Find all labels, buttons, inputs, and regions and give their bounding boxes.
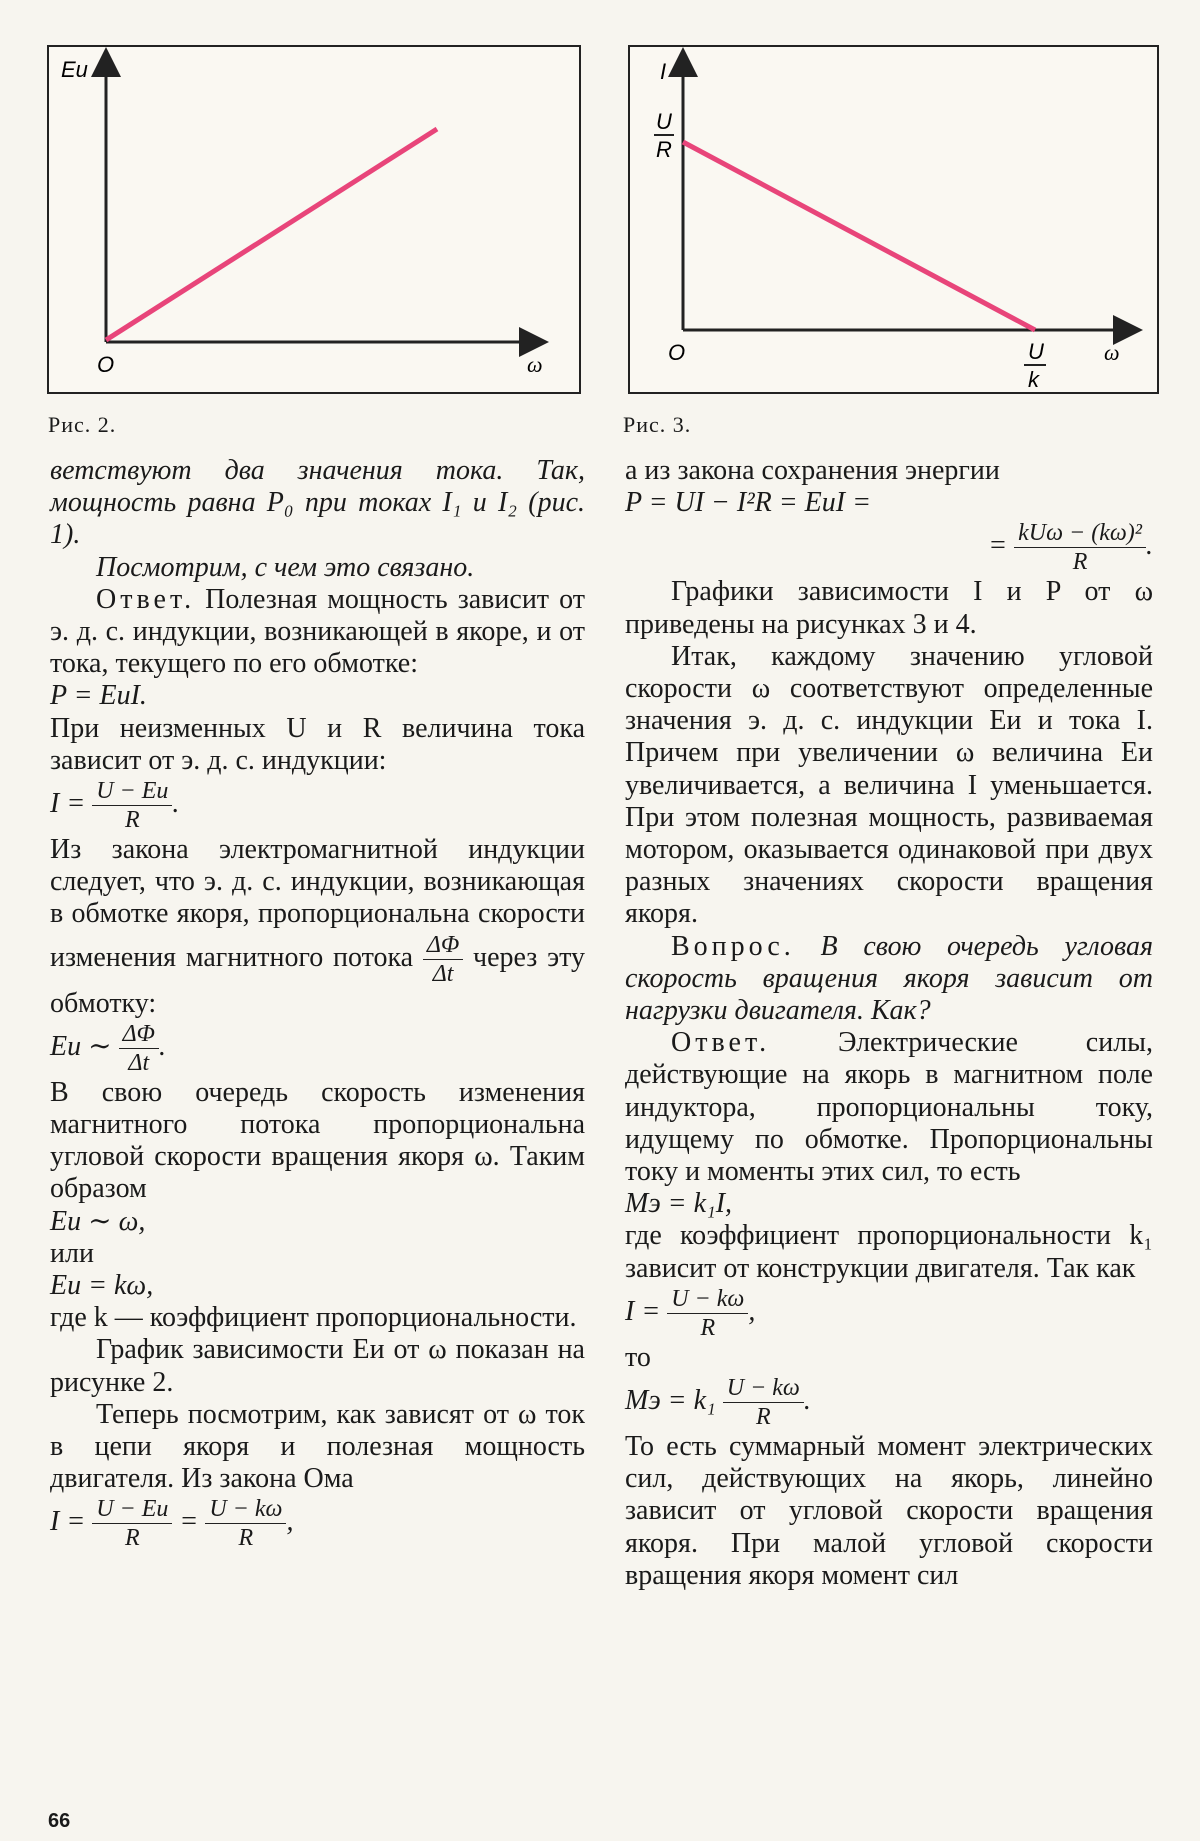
fraction-denominator: R	[124, 1525, 140, 1552]
fraction-numerator: U − kω	[667, 1285, 748, 1314]
paragraph: В свою очередь скорость изменения магнитного потока пропорциональна угловой скорости вращения якоря ω. Таким образом	[50, 1076, 585, 1205]
paragraph	[50, 834, 585, 1020]
x-intercept-numerator: U	[1028, 339, 1044, 364]
x-axis-label: ω	[1104, 340, 1120, 365]
x-axis-label: ω	[527, 352, 543, 377]
fraction-denominator: Δt	[432, 960, 454, 987]
paragraph-text: Электрические силы, действующие на якорь в магнитном поле индуктора, пропорциональны току, идущему по обмотке. Пропорциональны току и моменты этих сил, то есть	[625, 1027, 1153, 1188]
left-column	[50, 455, 585, 1552]
equation: Mэ = k₁I,	[625, 1188, 733, 1220]
emf-line	[106, 129, 437, 340]
equals-sign: =	[179, 1506, 199, 1538]
equation: Eи = kω,	[50, 1270, 154, 1302]
equation-tail: ,	[748, 1295, 756, 1327]
paragraph: где коэффициент пропорциональности k₁ зависит от конструкции двигателя. Так как	[625, 1220, 1153, 1284]
page-number: 66	[48, 1810, 71, 1832]
fraction-denominator: Δt	[128, 1049, 150, 1076]
fraction-numerator: kUω − (kω)²	[1014, 519, 1146, 548]
fraction-denominator: R	[124, 807, 140, 834]
fraction	[1014, 519, 1146, 576]
equation-lhs: Eи ∼	[50, 1030, 112, 1062]
paragraph: где k — коэффициент пропорциональности.	[50, 1302, 577, 1334]
figure-3-plot	[630, 47, 1157, 392]
paragraph: Итак, каждому значению угловой скорости ω соответствуют определенные значения э. д. с. индукции Eи и тока I. Причем при увеличении ω величина Eи увеличивается, а величина I уменьшается. При этом полезная мощность, развиваемая мотором, оказывается одинаковой при двух разных значениях скорости вращения якоря.	[625, 640, 1153, 930]
fraction-denominator: R	[700, 1314, 716, 1341]
equation	[50, 1495, 585, 1552]
fraction	[92, 1495, 172, 1552]
fraction-numerator: U − Eи	[92, 777, 172, 806]
fraction	[723, 1374, 804, 1431]
equation-lhs: =	[988, 530, 1008, 562]
paragraph-text: через эту обмотку:	[50, 941, 586, 1019]
equation-lhs: I =	[50, 787, 86, 819]
paragraph: то	[625, 1341, 651, 1373]
answer-label: Ответ.	[96, 583, 196, 615]
fraction-numerator: U − kω	[205, 1495, 286, 1524]
paragraph-text: В свою очередь угловая скорость вращения якоря зависит от нагрузки двигателя. Как?	[625, 930, 1153, 1027]
figure-2-plot	[49, 47, 579, 392]
fraction-numerator: ΔΦ	[423, 931, 463, 960]
paragraph	[625, 931, 1153, 1028]
y-axis-label: I	[660, 59, 667, 84]
figure-2-caption: Рис. 2.	[48, 412, 117, 437]
fraction-numerator: ΔΦ	[119, 1020, 159, 1049]
x-intercept-denominator: k	[1028, 367, 1039, 392]
equation-tail: .	[803, 1385, 811, 1416]
fraction	[423, 931, 463, 988]
y-axis-label: Eи	[61, 57, 88, 82]
equation-tail: ,	[286, 1506, 294, 1538]
equation: P = EиI.	[50, 680, 147, 712]
equation	[625, 1285, 1153, 1342]
equation	[625, 1374, 1153, 1431]
equation-tail: .	[158, 1030, 166, 1062]
figure-3	[628, 45, 1159, 394]
paragraph: График зависимости Eи от ω показан на рисунке 2.	[50, 1334, 585, 1398]
equation-lhs: Mэ = k₁	[625, 1385, 716, 1416]
origin-label: O	[97, 352, 115, 377]
paragraph: ветствуют два значения тока. Так, мощность равна P₀ при токах I₁ и I₂ (рис. 1).	[50, 455, 585, 551]
paragraph: Графики зависимости I и P от ω приведены на рисунках 3 и 4.	[625, 576, 1153, 640]
paragraph-text: Из закона электромагнитной индукции следует, что э. д. с. индукции, возникающая в обмотке якоря, пропорциональна скорости изменения магнитного потока	[50, 834, 585, 973]
paragraph-text: Полезная мощность зависит от э. д. с. индукции, возникающей в якоре, и от тока, текущего по его обмотке:	[50, 583, 585, 680]
equation: P = UI − I²R = EиI =	[625, 487, 871, 519]
paragraph: Теперь посмотрим, как зависят от ω ток в цепи якоря и полезная мощность двигателя. Из закона Ома	[50, 1398, 585, 1495]
fraction-numerator: U − kω	[723, 1374, 804, 1403]
answer-label: Ответ.	[671, 1027, 771, 1059]
fraction-denominator: R	[1072, 549, 1088, 576]
current-line	[683, 142, 1035, 330]
paragraph: То есть суммарный момент электрических сил, действующих на якорь, линейно зависит от угловой скорости вращения якоря. При малой угловой скорости вращения якоря момент сил	[625, 1431, 1153, 1591]
equation-tail: .	[1146, 530, 1153, 562]
fraction	[92, 777, 172, 834]
equation	[50, 1020, 585, 1077]
paragraph	[625, 1027, 1153, 1188]
equation-tail: .	[172, 787, 180, 819]
fraction	[667, 1285, 748, 1342]
paragraph: При неизменных U и R величина тока зависит от э. д. с. индукции:	[50, 712, 585, 776]
paragraph: Посмотрим, с чем это связано.	[96, 551, 475, 583]
equation	[50, 777, 585, 834]
fraction-numerator: U − Eи	[92, 1495, 172, 1524]
figure-3-caption: Рис. 3.	[623, 412, 692, 437]
equation-lhs: I =	[625, 1295, 661, 1327]
equation	[625, 519, 1153, 576]
y-intercept-numerator: U	[656, 109, 672, 134]
fraction	[119, 1020, 159, 1077]
paragraph	[50, 584, 585, 681]
equation: Eи ∼ ω,	[50, 1205, 146, 1237]
fraction	[205, 1495, 286, 1552]
fraction-denominator: R	[238, 1525, 254, 1552]
equation-lhs: I =	[50, 1506, 86, 1538]
paragraph: или	[50, 1237, 94, 1269]
origin-label: O	[668, 340, 686, 365]
paragraph: а из закона сохранения энергии	[625, 455, 1000, 486]
figure-2	[47, 45, 581, 394]
right-column	[625, 455, 1153, 1592]
question-label: Вопрос.	[671, 930, 795, 962]
y-intercept-denominator: R	[656, 137, 672, 162]
fraction-denominator: R	[755, 1404, 771, 1431]
